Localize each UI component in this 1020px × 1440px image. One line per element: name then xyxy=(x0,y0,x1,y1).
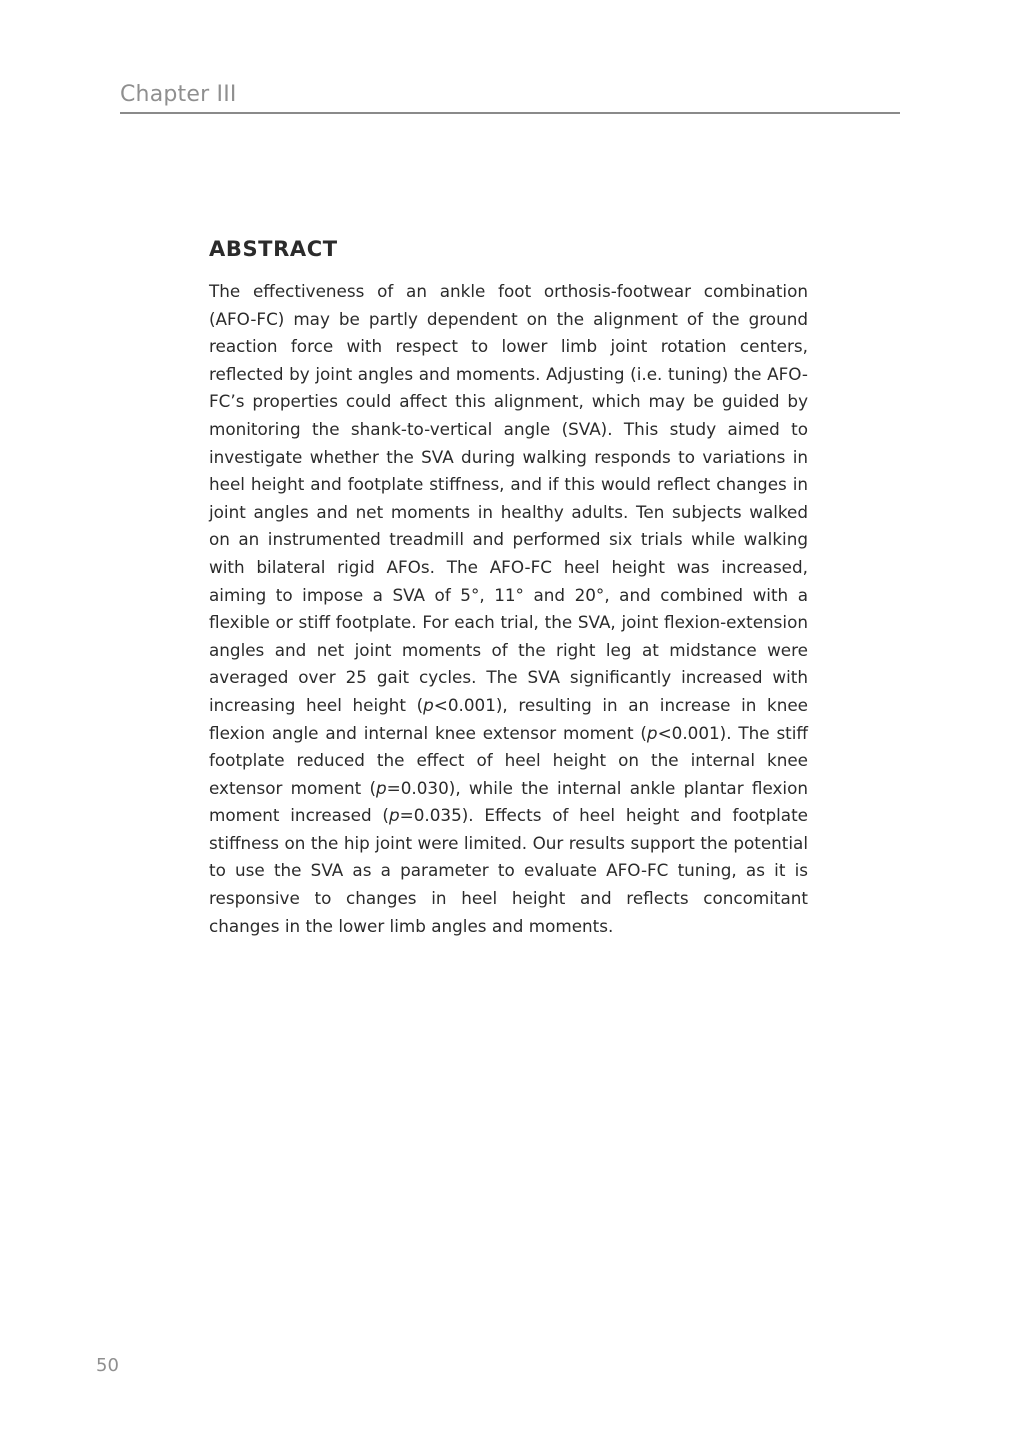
abstract-heading: ABSTRACT xyxy=(209,237,338,261)
running-head xyxy=(120,80,900,114)
p-value-symbol: p xyxy=(388,805,400,826)
page-number: 50 xyxy=(96,1355,119,1376)
abstract-text: =0.035). Effects of heel height and footplate stiffness on the hip joint were limited. Our results support the potential to use the SVA as a parameter to evaluate AFO-FC tuning, as it is responsive to changes in heel height and reflects concomitant changes in the lower limb angles and moments. xyxy=(209,805,808,936)
abstract-text: The effectiveness of an ankle foot orthosis-footwear combination (AFO-FC) may be partly dependent on the alignment of the ground reaction force with respect to lower limb joint rotation centers, reflected by joint angles and moments. Adjusting (i.e. tuning) the AFO-FC’s properties could affect this alignment, which may be guided by monitoring the shank-to-vertical angle (SVA). This study aimed to investigate whether the SVA during walking responds to variations in heel height and footplate stiffness, and if this would reflect changes in joint angles and net moments in healthy adults. Ten subjects walked on an instrumented treadmill and performed six trials while walking with bilateral rigid AFOs. The AFO-FC heel height was increased, aiming to impose a SVA of 5°, 11° and 20°, and combined with a flexible or stiff footplate. For each trial, the SVA, joint flexion-extension angles and net joint moments of the right leg at midstance were averaged over 25 gait cycles. The SVA significantly increased with increasing heel height ( xyxy=(209,281,808,715)
abstract-text: <0.001). The stiff footplate reduced the effect of heel height on the internal knee extensor moment ( xyxy=(209,722,808,798)
abstract-body xyxy=(209,278,808,940)
abstract-text: <0.001), resulting in an increase in knee flexion angle and internal knee extensor moment ( xyxy=(209,694,808,743)
chapter-label: Chapter III xyxy=(120,82,237,107)
abstract-text: =0.030), while the internal ankle plantar flexion moment increased ( xyxy=(209,777,808,826)
p-value-symbol: p xyxy=(646,722,658,743)
p-value-symbol: p xyxy=(423,694,434,715)
p-value-symbol: p xyxy=(376,777,387,798)
